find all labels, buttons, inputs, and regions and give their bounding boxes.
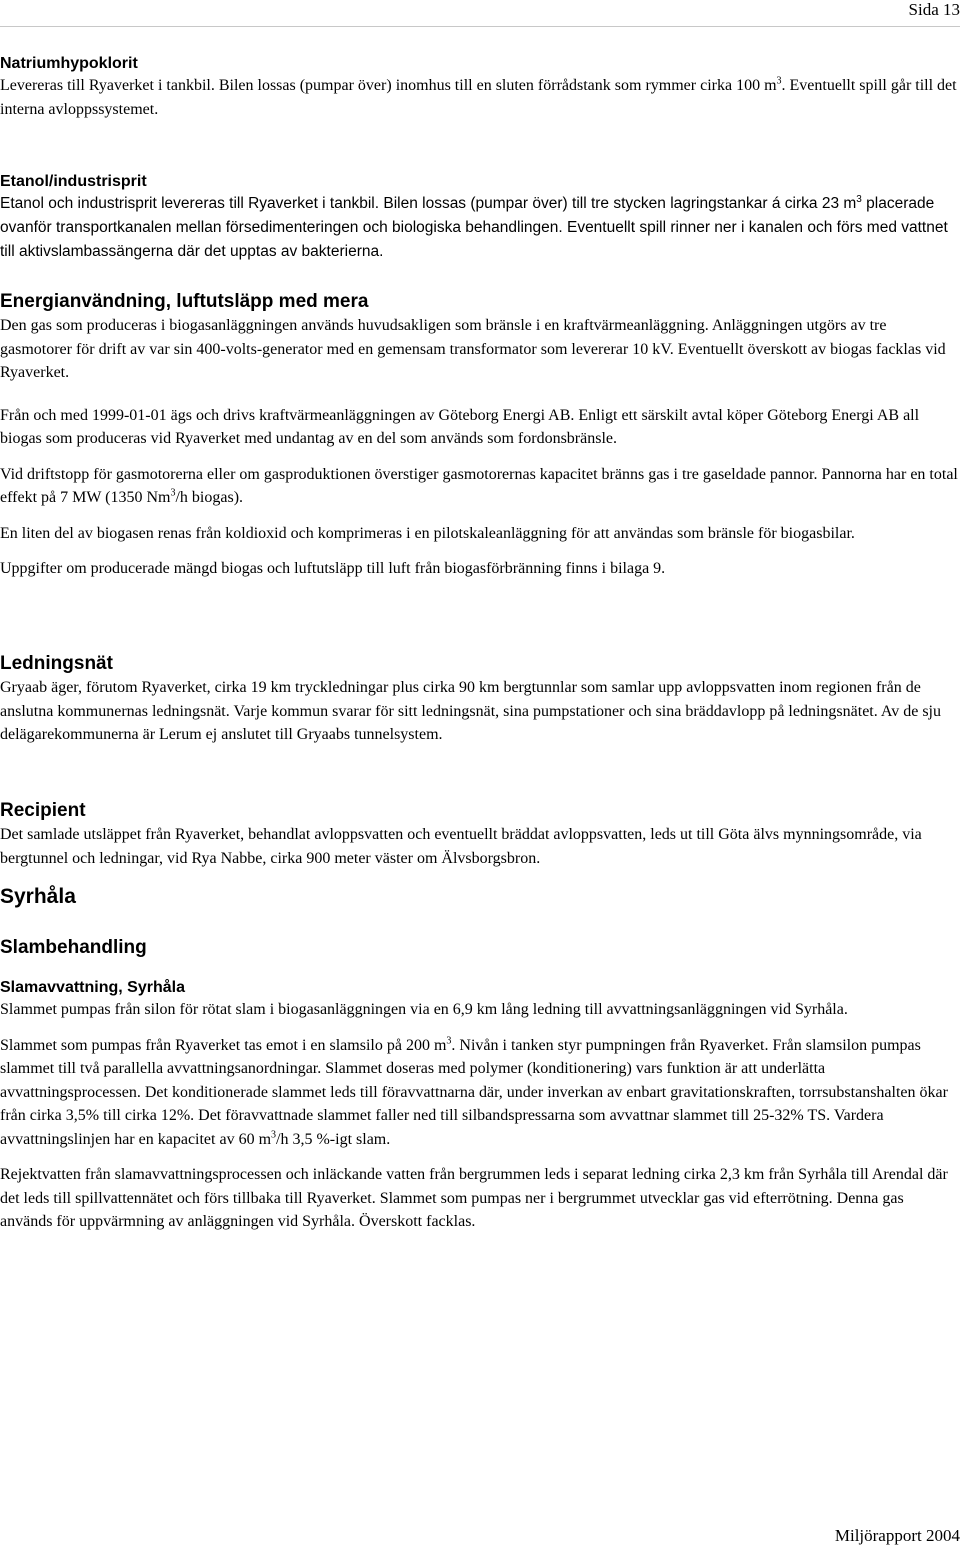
section-natriumhypoklorit — [0, 54, 960, 121]
header-divider — [0, 26, 960, 27]
paragraph: Uppgifter om producerade mängd biogas och luftutsläpp till luft från biogasförbränning finns i bilaga 9. — [0, 560, 666, 577]
superscript: 3 — [446, 1035, 452, 1047]
superscript: 3 — [856, 193, 862, 205]
paragraph: Det samlade utsläppet från Ryaverket, behandlat avloppsvatten och eventuellt bräddat avloppsvatten, leds ut till Göta älvs mynningsområde, via bergtunnel och ledningar, vid Rya Nabbe, cirka 900 meter väster om Älvsborgsbron. — [0, 826, 922, 867]
paragraph — [0, 463, 960, 510]
paragraph: En liten del av biogasen renas från koldioxid och komprimeras i en pilotskaleanläggning för att användas som bränsle för biogasbilar. — [0, 524, 855, 542]
subsection-heading: Slamavvattning, Syrhåla — [0, 979, 185, 996]
text-run: Vid driftstopp för gasmotorerna eller om gasproduktionen överstiger gasmotorernas kapacitet bränns gas i tre gaseldade pannor. Pannorna har en total effekt på 7 MW (1350 Nm — [0, 465, 958, 506]
section-recipient — [0, 799, 960, 870]
paragraph — [0, 1034, 960, 1152]
text-run: . Nivån i tanken styr pumpningen från Ryaverket. Från slamsilon pumpas slammet till två parallella avvattningsanordningar. Slammet doseras med polymer (konditionering) vars funktion är att underlätta avvattningsprocessen. Det konditionerade slammet leds till föravvattnarna där, under inverkan av enbart gravitationskraften, torrsubstanshalten ökar från cirka 3,5% till cirka 12%. Det föravvattnade slammet faller ned till silbandspressarna som avvattnar slammet till 25-32% TS. Vardera avvattningslinjen har en kapacitet av 60 m — [0, 1036, 948, 1148]
section-heading: Energianvändning, luftutsläpp med mera — [0, 291, 369, 312]
text-run: /h 3,5 %-igt slam. — [276, 1130, 391, 1148]
paragraph — [0, 74, 960, 121]
text-run: Slammet som pumpas från Ryaverket tas emot i en slamsilo på 200 m — [0, 1036, 447, 1054]
chapter-heading: Syrhåla — [0, 885, 76, 908]
text-run: Levereras till Ryaverket i tankbil. Bilen lossas (pumpar över) inomhus till en sluten förrådstank som rymmer cirka 100 m — [0, 77, 777, 94]
superscript: 3 — [170, 487, 176, 499]
section-slambehandling — [0, 936, 960, 1234]
paragraph: Gryaab äger, förutom Ryaverket, cirka 19 km tryckledningar plus cirka 90 km bergtunnlar som samlar upp avloppsvatten inom regionen från de anslutna kommunernas ledningsnät. Varje kommun svarar för sitt ledningsnät, sina pumpstationer och sina bräddavlopp på ledningsnätet. Av de sju delägarekommunerna är Lerum ej anslutet till Gryaabs tunnelsystem. — [0, 679, 941, 743]
section-heading: Recipient — [0, 800, 86, 821]
section-syrhala — [0, 884, 960, 910]
page-number: Sida 13 — [908, 0, 960, 19]
text-run: . Eventuellt spill går till det interna avloppssystemet. — [0, 77, 957, 118]
text-run: placerade ovanför transportkanalen mellan försedimenteringen och biologiska behandlingen. Eventuellt spill rinner ner i kanalen och förs med vattnet till aktivslambassängerna där det upptas av bakterierna. — [0, 195, 948, 260]
text-run: /h biogas). — [175, 489, 244, 506]
section-ledningsnat — [0, 652, 960, 747]
section-heading: Etanol/industrisprit — [0, 173, 147, 190]
superscript: 3 — [271, 1129, 277, 1141]
paragraph: Slammet pumpas från silon för rötat slam i biogasanläggningen via en 6,9 km lång ledning till avvattningsanläggningen vid Syrhåla. — [0, 1001, 848, 1018]
section-energianvandning — [0, 290, 960, 581]
superscript: 3 — [776, 75, 782, 87]
paragraph — [0, 192, 960, 264]
section-etanol — [0, 172, 960, 264]
paragraph: Rejektvatten från slamavvattningsprocessen och inläckande vatten från bergrummen leds i separat ledning cirka 2,3 km från Syrhåla till Arendal där det leds till spillvattennätet och förs tillbaka till Ryaverket. Slammet som pumpas ner i bergrummet utvecklar gas vid efterrötning. Denna gas används för uppvärmning av anläggningen vid Syrhåla. Överskott facklas. — [0, 1166, 948, 1230]
text-run: Etanol och industrisprit levereras till Ryaverket i tankbil. Bilen lossas (pumpar över) till tre stycken lagringstankar á cirka 23 m — [0, 195, 857, 212]
section-heading: Slambehandling — [0, 937, 147, 958]
section-heading: Ledningsnät — [0, 653, 113, 674]
footer-label: Miljörapport 2004 — [834, 1526, 960, 1545]
paragraph: Från och med 1999-01-01 ägs och drivs kraftvärmeanläggningen av Göteborg Energi AB. Enligt ett särskilt avtal köper Göteborg Energi AB all biogas som produceras vid Ryaverket med undantag av en del som används som fordonsbränsle. — [0, 406, 920, 447]
paragraph: Den gas som produceras i biogasanläggningen används huvudsakligen som bränsle i en kraftvärmeanläggning. Anläggningen utgörs av tre gasmotorer för drift av var sin 400-volts-generator med en gemensam transformator som levererar 10 kV. Eventuellt överskott av biogas facklas vid Ryaverket. — [0, 317, 946, 381]
section-heading: Natriumhypoklorit — [0, 55, 138, 72]
